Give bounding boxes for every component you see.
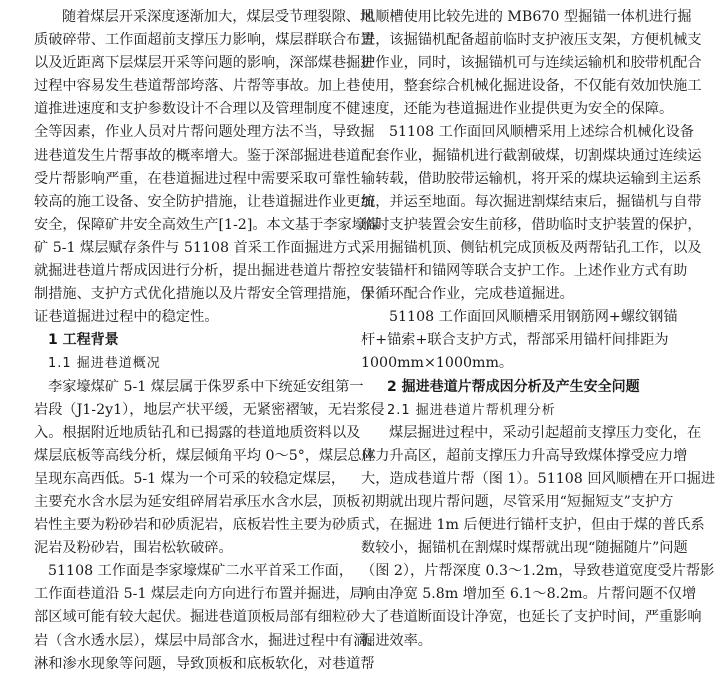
text-line: 岩性主要为粉砂岩和砂质泥岩，底板岩性主要为砂质 xyxy=(34,517,361,534)
subsection-heading: 2.1 掘进巷道片帮机理分析 xyxy=(387,402,556,418)
text-line: 51108 工作面是李家壕煤矿二水平首采工作面， xyxy=(48,563,354,580)
text-line: 采用掘锚机顶、侧钻机完成顶板及两帮钻孔工作，以及 xyxy=(361,239,702,256)
text-line: 随着煤层开采深度逐渐加大，煤层受节理裂隙、地 xyxy=(62,9,375,25)
text-line: 入。根据附近地质钻孔和已揭露的巷道地质资料以及 xyxy=(34,424,361,441)
text-line: 统，并运至地面。每次掘进割煤结束后，掘锚机与自带 xyxy=(361,193,702,210)
text-line: 初期就出现片帮问题，尽管采用“短掘短支”支护方 xyxy=(361,493,674,510)
text-line: 淋和渗水现象等问题，导致顶板和底板软化，对巷道帮 xyxy=(34,655,375,672)
text-line: 主要充水含水层为延安组碎屑岩承压水含水层，顶板 xyxy=(34,493,361,510)
text-line: 临时支护装置会安生前移，借助临时支护装置的保护， xyxy=(361,216,702,233)
text-line: 质破碎带、工作面超前支撑压力影响，煤层群联合布置 xyxy=(34,32,375,49)
text-line: 李家壕煤矿 5-1 煤层属于侏罗系中下统延安组第一 xyxy=(48,378,364,395)
text-line: 证巷道掘进过程中的稳定性。 xyxy=(34,309,219,326)
text-line: 全等因素，作业人员对片帮问题处理方法不当，导致掘 xyxy=(34,124,375,141)
text-line: 输转载，借助胶带运输机，将开采的煤块运输到主运系 xyxy=(361,170,702,187)
text-line: 部区域可能有较大起伏。掘进巷道顶板局部有细粒砂 xyxy=(34,609,361,626)
text-line: 51108 工作面回风顺槽采用钢筋网+螺纹钢锚 xyxy=(389,309,678,326)
text-line: 受片帮影响严重，在巷道掘进过程中需要采取可靠性 xyxy=(34,170,361,187)
left-column xyxy=(34,6,385,676)
text-line: 煤层底板等高线分析，煤层倾角平均 0～5°，煤层总体 xyxy=(34,447,376,464)
text-line: （图 2），片帮深度 0.3～1.2m，导致巷道宽度受片帮影 xyxy=(361,563,715,580)
text-line: 51108 工作面回风顺槽采用上述综合机械化设备 xyxy=(389,124,695,141)
text-line: 进，该掘锚机配备超前临时支护液压支架，方便机械支 xyxy=(361,32,702,49)
text-line: 大，造成巷道片帮（图 1）。51108 回风顺槽在开口掘进 xyxy=(361,470,715,487)
text-line: 岩（含水透水层），煤层中局部含水，掘进过程中有滴、 xyxy=(34,632,382,649)
section-heading: 1 工程背景 xyxy=(48,332,119,349)
text-line: 泥岩及粉砂岩，围岩松软破碎。 xyxy=(34,540,233,557)
text-line: 岩段（J1-2y1），地层产状平缓，无紧密褶皱，无岩浆侵 xyxy=(34,401,385,418)
text-line: 制措施、支护方式优化措施以及片帮安全管理措施，保 xyxy=(34,286,375,303)
text-line: 掘进效率。 xyxy=(361,632,432,649)
text-line: 工作面巷道沿 5-1 煤层走向方向进行布置并掘进，局 xyxy=(34,586,364,603)
subsection-heading: 1.1 掘进巷道概况 xyxy=(48,356,161,372)
text-line: 数较小，掘锚机在割煤时煤帮就出现“随掘随片”问题 xyxy=(361,540,688,557)
text-line: 使用，整套综合机械化掘进设备，不仅能有效加快施工 xyxy=(361,78,702,95)
text-line: 就掘进巷道片帮成因进行分析，提出掘进巷道片帮控 xyxy=(34,263,361,280)
text-line: 应力升高区，超前支撑压力升高导致煤体撑受应力增 xyxy=(361,447,688,464)
text-line: 道推进速度和支护参数设计不合理以及管理制度不健 xyxy=(34,101,361,118)
text-line: 进巷道发生片帮事故的概率增大。鉴于深部掘进巷道 xyxy=(34,147,361,164)
text-line: 1000mm×1000mm。 xyxy=(361,355,514,372)
text-line: 式，在掘进 1m 后便进行锚杆支护，但由于煤的普氏系 xyxy=(361,517,705,534)
text-line: 呈现东高西低。5-1 煤为一个可采的较稳定煤层， xyxy=(34,470,346,487)
text-line: 杆+锚索+联合支护方式，帮部采用锚杆间排距为 xyxy=(361,332,669,349)
text-line: 配套作业，掘锚机进行截割破煤，切割煤块通过连续运 xyxy=(361,147,702,164)
text-line: 大了巷道断面设计净宽，也延长了支护时间，严重影响 xyxy=(361,609,702,626)
text-line: 安装锚杆和锚网等联合支护工作。上述作业方式有助 xyxy=(361,263,688,280)
text-line: 响由净宽 5.8m 增加至 6.1～8.2m。片帮问题不仅增 xyxy=(361,586,697,603)
text-line: 以及近距离下层煤层开采等问题的影响，深部煤巷掘进 xyxy=(34,55,375,72)
text-line: 煤层掘进过程中，采动引起超前支撑压力变化，在 xyxy=(389,424,702,441)
section-heading: 2 掘进巷道片帮成因分析及产生安全问题 xyxy=(387,378,640,395)
text-line: 矿 5-1 煤层赋存条件与 51108 首采工作面掘进方式， xyxy=(34,239,376,256)
text-line: 于循环配合作业，完成巷道掘进。 xyxy=(361,286,574,303)
text-line: 过程中容易发生巷道帮部垮落、片帮等事故。加上巷 xyxy=(34,78,361,95)
text-line: 护作业，同时，该掘锚机可与连续运输机和胶带机配合 xyxy=(361,55,702,72)
right-column xyxy=(361,6,715,653)
text-line: 速度，还能为巷道掘进作业提供更为安全的保障。 xyxy=(361,101,674,118)
text-line: 风顺槽使用比较先进的 MB670 型掘锚一体机进行掘 xyxy=(361,9,692,25)
text-line: 安全，保障矿井安全高效生产[1-2]。本文基于李家壕煤 xyxy=(34,216,381,233)
text-line: 较高的施工设备、安全防护措施，让巷道掘进作业更加 xyxy=(34,193,375,210)
